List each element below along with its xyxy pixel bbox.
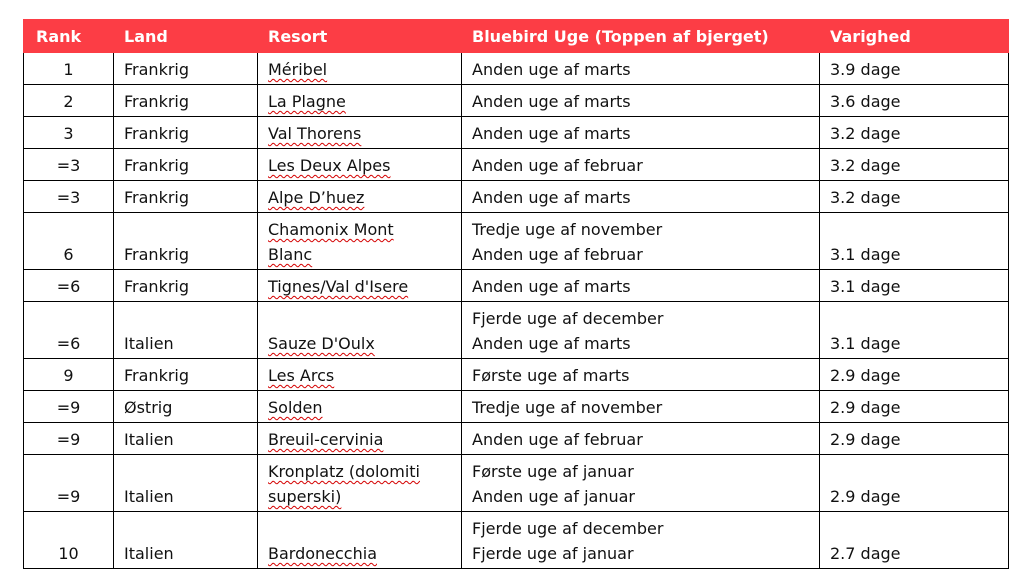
resort-name-line [268,153,451,178]
table-row [24,270,1009,302]
week-cell [462,391,820,423]
resort-cell [258,117,462,149]
table-row [24,181,1009,213]
table-row [24,512,1009,569]
duration-cell: 3.2 dage [820,117,1009,149]
resort-cell [258,270,462,302]
duration-cell: 2.9 dage [820,455,1009,512]
header-rank: Rank [24,20,114,53]
table-row [24,117,1009,149]
rank-cell: =9 [24,391,114,423]
resort-name-line [268,217,451,242]
ski-resort-table-container [23,19,1008,569]
land-cell: Frankrig [114,53,258,85]
resort-cell [258,302,462,359]
land-cell: Frankrig [114,213,258,270]
table-row [24,213,1009,270]
resort-name-text: Val Thorens [268,124,362,143]
resort-name-text: Sauze D'Oulx [268,334,375,353]
resort-cell [258,53,462,85]
week-cell [462,117,820,149]
resort-cell [258,423,462,455]
table-row [24,359,1009,391]
resort-name-text: Solden [268,398,323,417]
rank-cell: 3 [24,117,114,149]
duration-cell: 3.1 dage [820,270,1009,302]
resort-cell [258,391,462,423]
land-cell: Italien [114,455,258,512]
week-line: Anden uge af marts [472,277,631,296]
resort-name-text: Kronplatz (dolomiti [268,462,420,481]
rank-cell: 2 [24,85,114,117]
duration-cell: 3.2 dage [820,149,1009,181]
rank-cell: =9 [24,423,114,455]
resort-name-text: La Plagne [268,92,346,111]
week-line: Anden uge af marts [472,188,631,207]
header-week: Bluebird Uge (Toppen af bjerget) [462,20,820,53]
table-row [24,53,1009,85]
table-row [24,85,1009,117]
ski-resort-table [23,19,1009,569]
rank-cell: =3 [24,149,114,181]
resort-name-text: Les Deux Alpes [268,156,391,175]
week-cell [462,149,820,181]
week-cell [462,213,820,270]
land-cell: Italien [114,512,258,569]
week-line: Fjerde uge af december [472,309,664,328]
rank-cell: 6 [24,213,114,270]
week-line: Anden uge af februar [472,245,643,264]
duration-cell: 3.9 dage [820,53,1009,85]
resort-name-line [268,459,451,484]
week-cell [462,512,820,569]
duration-cell: 3.1 dage [820,213,1009,270]
week-line: Første uge af januar [472,462,634,481]
resort-name-text: Les Arcs [268,366,335,385]
duration-cell: 2.7 dage [820,512,1009,569]
week-line: Fjerde uge af december [472,519,664,538]
resort-cell [258,85,462,117]
resort-cell [258,512,462,569]
week-cell [462,270,820,302]
week-cell [462,455,820,512]
header-resort: Resort [258,20,462,53]
table-body [24,53,1009,569]
week-line: Anden uge af marts [472,60,631,79]
rank-cell: =6 [24,302,114,359]
week-cell [462,53,820,85]
week-line: Anden uge af marts [472,92,631,111]
resort-name-line [268,121,451,146]
resort-name-line [268,274,451,299]
week-line: Fjerde uge af januar [472,544,634,563]
rank-cell: 10 [24,512,114,569]
land-cell: Frankrig [114,85,258,117]
resort-cell [258,359,462,391]
resort-name-text: Breuil-cervinia [268,430,384,449]
resort-name-line [268,331,451,356]
resort-cell [258,181,462,213]
resort-name-text: Alpe D’huez [268,188,365,207]
week-line: Anden uge af februar [472,430,643,449]
resort-name-line [268,57,451,82]
resort-name-line [268,89,451,114]
header-land: Land [114,20,258,53]
resort-name-line [268,395,451,420]
resort-name-text: Tignes/Val d'Isere [268,277,409,296]
week-line: Tredje uge af november [472,398,663,417]
resort-name-line [268,427,451,452]
resort-name-text: Blanc [268,245,313,264]
resort-name-text: Chamonix Mont [268,220,394,239]
week-cell [462,359,820,391]
rank-cell: =3 [24,181,114,213]
header-duration: Varighed [820,20,1009,53]
resort-cell [258,149,462,181]
resort-cell [258,213,462,270]
land-cell: Frankrig [114,181,258,213]
week-line: Anden uge af marts [472,124,631,143]
rank-cell: 1 [24,53,114,85]
resort-name-line [268,541,451,566]
table-row [24,391,1009,423]
rank-cell: 9 [24,359,114,391]
land-cell: Frankrig [114,359,258,391]
duration-cell: 3.2 dage [820,181,1009,213]
rank-cell: =9 [24,455,114,512]
land-cell: Østrig [114,391,258,423]
duration-cell: 2.9 dage [820,359,1009,391]
week-cell [462,423,820,455]
resort-name-line [268,484,451,509]
week-line: Anden uge af januar [472,487,635,506]
land-cell: Frankrig [114,149,258,181]
land-cell: Italien [114,302,258,359]
table-row [24,302,1009,359]
week-cell [462,302,820,359]
resort-name-line [268,363,451,388]
table-row [24,455,1009,512]
header-row [24,20,1009,53]
week-line: Anden uge af februar [472,156,643,175]
resort-name-text: Méribel [268,60,328,79]
rank-cell: =6 [24,270,114,302]
duration-cell: 3.6 dage [820,85,1009,117]
land-cell: Italien [114,423,258,455]
table-row [24,423,1009,455]
week-line: Anden uge af marts [472,334,631,353]
week-line: Første uge af marts [472,366,630,385]
resort-cell [258,455,462,512]
resort-name-line [268,242,451,267]
table-row [24,149,1009,181]
duration-cell: 2.9 dage [820,391,1009,423]
duration-cell: 2.9 dage [820,423,1009,455]
resort-name-text: Bardonecchia [268,544,377,563]
week-cell [462,181,820,213]
resort-name-text: superski) [268,487,342,506]
resort-name-line [268,185,451,210]
duration-cell: 3.1 dage [820,302,1009,359]
week-line: Tredje uge af november [472,220,663,239]
land-cell: Frankrig [114,117,258,149]
land-cell: Frankrig [114,270,258,302]
week-cell [462,85,820,117]
